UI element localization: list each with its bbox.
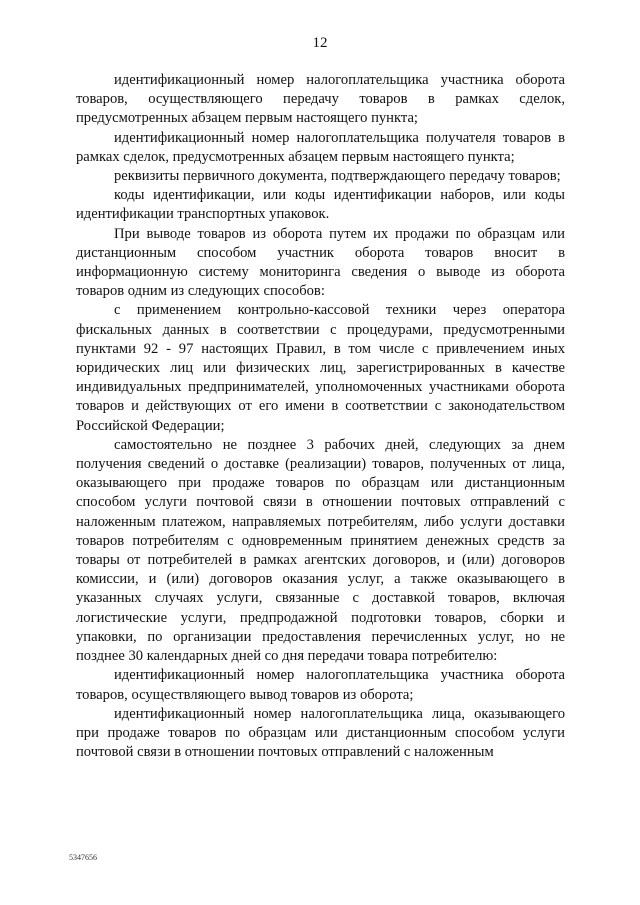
paragraph-identification-codes: коды идентификации, или коды идентификации наборов, или коды идентификации транспортных упаковок.: [76, 187, 565, 223]
paragraph-cash-register-method: с применением контрольно-кассовой техники через оператора фискальных данных в соответствии с процедурами, предусмотренными пунктами 92 - 97 настоящих Правил, в том числе с привлечением иных юридических лиц или физических лиц, зарегистрированных в качестве индивидуальных предпринимателей, уполномоченных участниками оборота товаров и действующих от его имени в соответствии с законодательством Российской Федерации;: [76, 302, 565, 434]
paragraph-primary-document: реквизиты первичного документа, подтверждающего передачу товаров;: [114, 168, 561, 185]
paragraph-participant-inn: идентификационный номер налогоплательщика участника оборота товаров, осуществляющего вывод товаров из оборота;: [76, 667, 565, 703]
document-code: 5347656: [69, 853, 97, 862]
paragraph-recipient-inn: идентификационный номер налогоплательщика получателя товаров в рамках сделок, предусмотренных абзацем первым настоящего пункта;: [76, 129, 565, 165]
paragraph-self-reporting-method: самостоятельно не позднее 3 рабочих дней, следующих за днем получения сведений о доставке (реализации) товаров, полученных от лица, оказывающего при продаже товаров по образцам или дистанционным способом услуги почтовой связи в отношении почтовых отправлений с наложенным платежом, направляемых потребителям, либо услуги доставки товаров потребителям с одновременным принятием денежных средств за товары от потребителей в рамках агентских договоров, и (или) договоров комиссии, и (или) договоров оказания услуг, а также оказывающего в указанных случаях услуги, связанные с доставкой товаров, включая логистические услуги, предпродажной подготовки товаров, сборки и упаковки, по организации предоставления перечисленных услуг, но не позднее 30 календарных дней со дня передачи товара потребителю:: [76, 436, 565, 665]
page-number: 12: [312, 35, 328, 51]
paragraph-withdrawal-intro: При выводе товаров из оборота путем их продажи по образцам или дистанционным способом участник оборота товаров вносит в информационную систему мониторинга сведения о выводе из оборота товаров одним из следующих способов:: [76, 225, 565, 300]
paragraph-service-provider-inn: идентификационный номер налогоплательщика лица, оказывающего при продаже товаров по образцам или дистанционным способом услуги почтовой связи в отношении почтовых отправлений с наложенным: [76, 705, 565, 761]
paragraph-seller-inn: идентификационный номер налогоплательщика участника оборота товаров, осуществляющего передачу товаров в рамках сделок, предусмотренных абзацем первым настоящего пункта;: [76, 72, 565, 127]
document-body: [76, 71, 565, 762]
